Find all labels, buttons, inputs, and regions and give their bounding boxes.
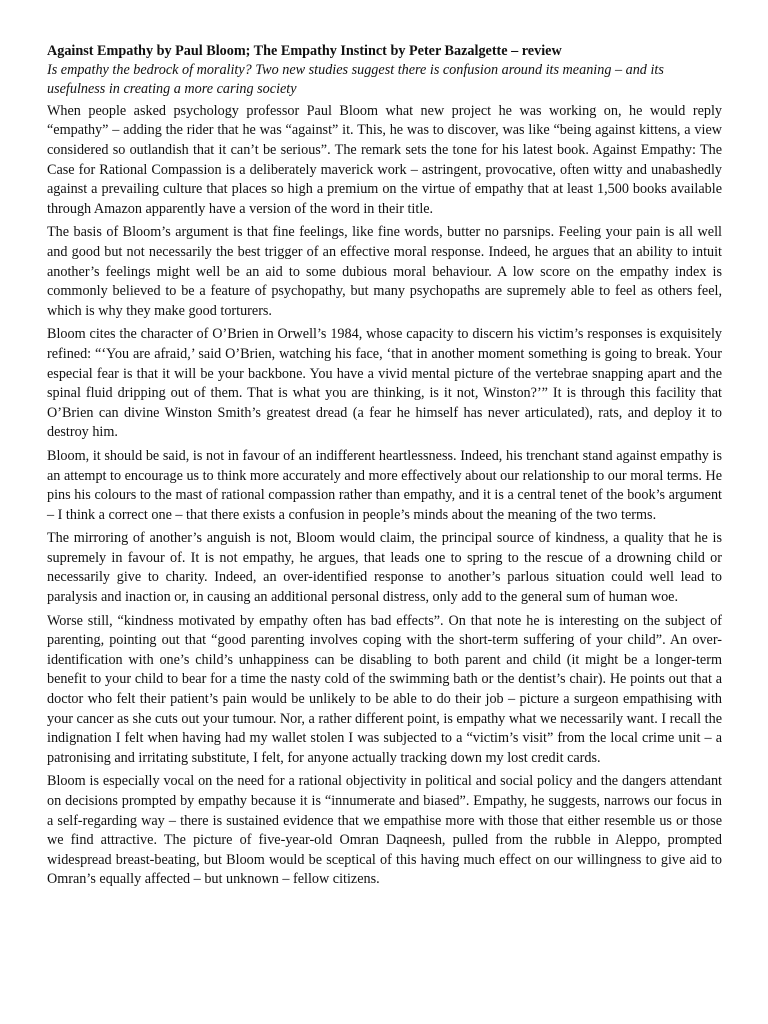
paragraph-5: The mirroring of another’s anguish is not, Bloom would claim, the principal source of kindness, a quality that he is supremely in favour of. It is not empathy, he argues, that leads one to spring to the rescue of a drowning child or necessarily give to charity. Indeed, an over-identified response to another’s parlous situation could well lead to paralysis and inaction or, in causing an additional personal distress, only add to the general sum of human woe. [47, 530, 722, 606]
article-title: Against Empathy by Paul Bloom; The Empathy Instinct by Peter Bazalgette – review [47, 43, 562, 59]
paragraph-4: Bloom, it should be said, is not in favour of an indifferent heartlessness. Indeed, his trenchant stand against empathy is an attempt to encourage us to think more accurately and more effectively about our relationship to our moral terms. He pins his colours to the mast of rational compassion rather than empathy, and it is a central tenet of the book’s argument – I think a correct one – that there exists a confusion in people’s minds about the meaning of the two terms. [47, 447, 722, 523]
paragraph-7: Bloom is especially vocal on the need for a rational objectivity in political and social policy and the dangers attendant on decisions prompted by empathy because it is “innumerate and biased”. Empathy, he suggests, narrows our focus in a self-regarding way – there is sustained evidence that we empathise more with those that either resemble us or those we find attractive. The picture of five-year-old Omran Daqneesh, pulled from the rubble in Aleppo, prompted widespread breast-beating, but Bloom would be sceptical of this having much effect on our willingness to give aid to Omran’s equally affected – but unknown – fellow citizens. [47, 773, 722, 888]
paragraph-6: Worse still, “kindness motivated by empathy often has bad effects”. On that note he is interesting on the subject of parenting, pointing out that “good parenting involves coping with the short-term suffering of your child”. An over-identification with one’s child’s unhappiness can be disabling to both parent and child (it might be a longer-term benefit to your child to bear for a time the nasty cold of the swimming bath or the dentist’s chair). He points out that a doctor who felt their patient’s pain would be unlikely to be able to do their job – picture a surgeon empathising with your cancer as she cuts out your tumour. Nor, a rather different point, is empathy what we necessarily want. I recall the indignation I felt when having had my wallet stolen I was subjected to a “victim’s visit” from the local crime unit – a patronising and irritating substitute, I felt, for anyone actually tracking down my lost credit cards. [47, 612, 722, 766]
article-subtitle: Is empathy the bedrock of morality? Two new studies suggest there is confusion around its meaning – and its usefulness in creating a more caring society [47, 62, 664, 98]
paragraph-2: The basis of Bloom’s argument is that fine feelings, like fine words, butter no parsnips. Feeling your pain is all well and good but not necessarily the best trigger of an effective moral response. Indeed, he argues that an ability to intuit another’s feelings might well be an aid to some dubious moral behaviour. A low score on the empathy index is commonly believed to be a feature of psychopathy, but many psychopaths are supremely able to feel as others feel, which is why they make good torturers. [47, 224, 722, 319]
paragraph-3: Bloom cites the character of O’Brien in Orwell’s 1984, whose capacity to discern his victim’s responses is exquisitely refined: “‘You are afraid,’ said O’Brien, watching his face, ‘that in another moment something is going to break. Your especial fear is that it will be your backbone. You have a vivid mental picture of the vertebrae snapping apart and the spinal fluid dripping out of them. That is what you are thinking, is it not, Winston?’” It is through this facility that O’Brien can divine Winston Smith’s greatest dread (a fear he himself has never articulated), rats, and deploy it to destroy him. [47, 326, 722, 441]
paragraph-1: When people asked psychology professor Paul Bloom what new project he was working on, he would reply “empathy” – adding the rider that he was “against” it. This, he was to discover, was like “being against kittens, a view considered so outlandish that it can’t be serious”. The remark sets the tone for his latest book. Against Empathy: The Case for Rational Compassion is a deliberately maverick work – astringent, provocative, often witty and unabashedly against a prevailing culture that places so high a premium on the virtue of empathy that at least 1,500 books available through Amazon apparently have a version of the word in their title. [47, 102, 722, 217]
